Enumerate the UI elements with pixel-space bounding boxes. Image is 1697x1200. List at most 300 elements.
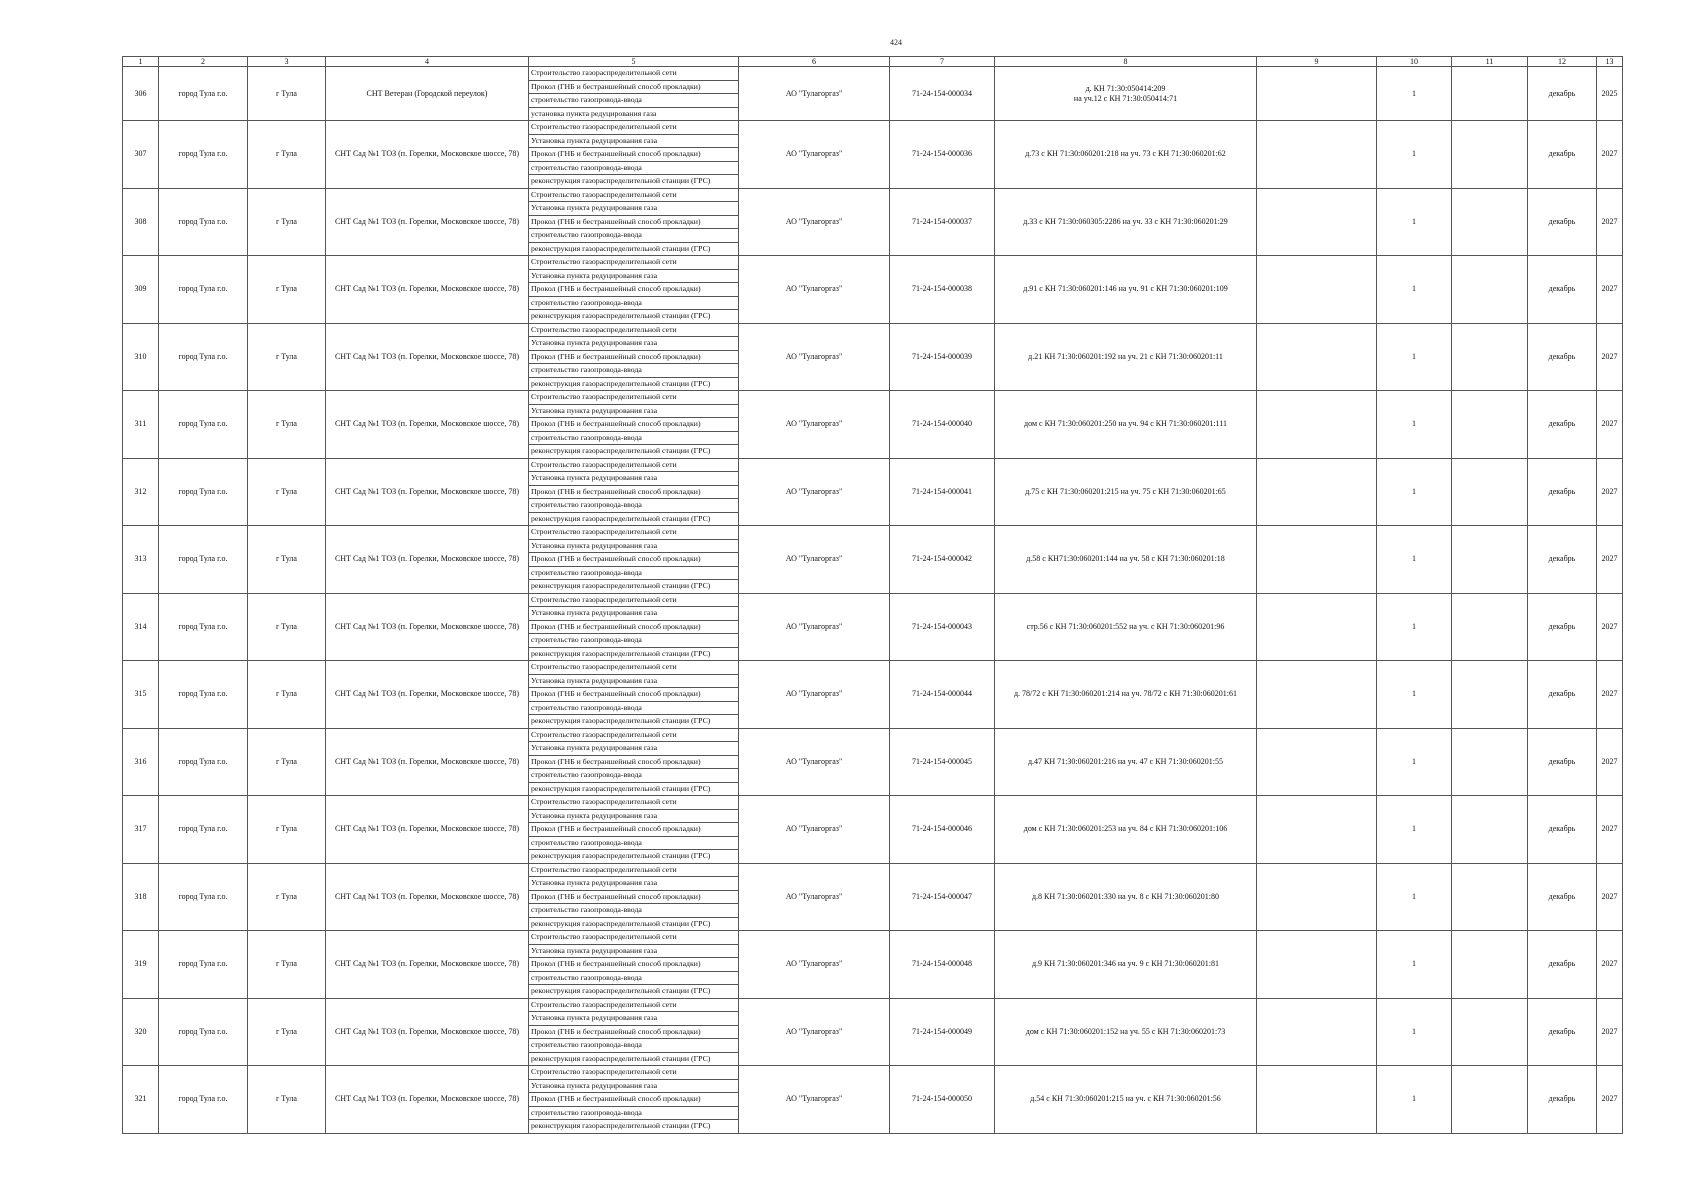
- quantity-cell: 1: [1377, 998, 1452, 1066]
- municipality-cell: город Тула г.о.: [159, 121, 248, 189]
- column-9-cell: [1257, 121, 1377, 189]
- work-item-cell: строительство газопровода-ввода: [529, 161, 739, 175]
- row-number-cell: 319: [123, 931, 159, 999]
- column-11-cell: [1452, 1066, 1528, 1134]
- code-cell: 71-24-154-000040: [890, 391, 995, 459]
- work-item-cell: Строительство газораспределительной сети: [529, 728, 739, 742]
- locality-cell: г Тула: [248, 728, 326, 796]
- organization-cell: АО "Тулагоргаз": [739, 863, 890, 931]
- object-cell: СНТ Сад №1 ТОЗ (п. Горелки, Московское шоссе, 78): [326, 323, 529, 391]
- quantity-cell: 1: [1377, 526, 1452, 594]
- year-cell: 2027: [1597, 323, 1623, 391]
- code-cell: 71-24-154-000047: [890, 863, 995, 931]
- municipality-cell: город Тула г.о.: [159, 323, 248, 391]
- table-row: [123, 323, 1623, 337]
- work-item-cell: строительство газопровода-ввода: [529, 701, 739, 715]
- work-item-cell: Прокол (ГНБ и бестраншейный способ прокладки): [529, 1025, 739, 1039]
- column-9-cell: [1257, 526, 1377, 594]
- month-cell: декабрь: [1528, 256, 1597, 324]
- work-item-cell: Строительство газораспределительной сети: [529, 121, 739, 135]
- work-item-cell: Установка пункта редуцирования газа: [529, 337, 739, 351]
- year-cell: 2027: [1597, 121, 1623, 189]
- organization-cell: АО "Тулагоргаз": [739, 121, 890, 189]
- column-number: 4: [326, 57, 529, 67]
- column-11-cell: [1452, 931, 1528, 999]
- organization-cell: АО "Тулагоргаз": [739, 998, 890, 1066]
- column-9-cell: [1257, 391, 1377, 459]
- column-number: 3: [248, 57, 326, 67]
- work-item-cell: Строительство газораспределительной сети: [529, 256, 739, 270]
- address-cell: д.58 с КН71:30:060201:144 на уч. 58 с КН 71:30:060201:18: [995, 526, 1257, 594]
- municipality-cell: город Тула г.о.: [159, 863, 248, 931]
- year-cell: 2027: [1597, 458, 1623, 526]
- work-item-cell: Прокол (ГНБ и бестраншейный способ прокладки): [529, 283, 739, 297]
- column-9-cell: [1257, 593, 1377, 661]
- work-item-cell: Строительство газораспределительной сети: [529, 863, 739, 877]
- column-11-cell: [1452, 391, 1528, 459]
- work-item-cell: Прокол (ГНБ и бестраншейный способ прокладки): [529, 823, 739, 837]
- work-item-cell: строительство газопровода-ввода: [529, 1039, 739, 1053]
- work-item-cell: Строительство газораспределительной сети: [529, 458, 739, 472]
- quantity-cell: 1: [1377, 728, 1452, 796]
- locality-cell: г Тула: [248, 67, 326, 121]
- address-cell: д.47 КН 71:30:060201:216 на уч. 47 с КН 71:30:060201:55: [995, 728, 1257, 796]
- column-number: 12: [1528, 57, 1597, 67]
- work-item-cell: Установка пункта редуцирования газа: [529, 404, 739, 418]
- row-number-cell: 306: [123, 67, 159, 121]
- work-item-cell: строительство газопровода-ввода: [529, 769, 739, 783]
- column-9-cell: [1257, 998, 1377, 1066]
- address-cell: д.21 КН 71:30:060201:192 на уч. 21 с КН 71:30:060201:11: [995, 323, 1257, 391]
- code-cell: 71-24-154-000050: [890, 1066, 995, 1134]
- organization-cell: АО "Тулагоргаз": [739, 391, 890, 459]
- table-row: [123, 121, 1623, 135]
- address-cell: д. 78/72 с КН 71:30:060201:214 на уч. 78/72 с КН 71:30:060201:61: [995, 661, 1257, 729]
- organization-cell: АО "Тулагоргаз": [739, 323, 890, 391]
- work-item-cell: Строительство газораспределительной сети: [529, 1066, 739, 1080]
- column-number: 9: [1257, 57, 1377, 67]
- code-cell: 71-24-154-000034: [890, 67, 995, 121]
- object-cell: СНТ Сад №1 ТОЗ (п. Горелки, Московское шоссе, 78): [326, 188, 529, 256]
- quantity-cell: 1: [1377, 593, 1452, 661]
- municipality-cell: город Тула г.о.: [159, 256, 248, 324]
- organization-cell: АО "Тулагоргаз": [739, 526, 890, 594]
- row-number-cell: 314: [123, 593, 159, 661]
- column-number: 13: [1597, 57, 1623, 67]
- locality-cell: г Тула: [248, 188, 326, 256]
- table-row: [123, 1066, 1623, 1080]
- column-9-cell: [1257, 458, 1377, 526]
- row-number-cell: 309: [123, 256, 159, 324]
- work-item-cell: реконструкция газораспределительной станции (ГРС): [529, 377, 739, 391]
- column-number: 11: [1452, 57, 1528, 67]
- municipality-cell: город Тула г.о.: [159, 67, 248, 121]
- work-item-cell: Строительство газораспределительной сети: [529, 391, 739, 405]
- column-9-cell: [1257, 728, 1377, 796]
- quantity-cell: 1: [1377, 67, 1452, 121]
- quantity-cell: 1: [1377, 121, 1452, 189]
- code-cell: 71-24-154-000039: [890, 323, 995, 391]
- object-cell: СНТ Сад №1 ТОЗ (п. Горелки, Московское шоссе, 78): [326, 256, 529, 324]
- locality-cell: г Тула: [248, 661, 326, 729]
- object-cell: СНТ Сад №1 ТОЗ (п. Горелки, Московское шоссе, 78): [326, 728, 529, 796]
- work-item-cell: Прокол (ГНБ и бестраншейный способ прокладки): [529, 215, 739, 229]
- code-cell: 71-24-154-000041: [890, 458, 995, 526]
- month-cell: декабрь: [1528, 188, 1597, 256]
- object-cell: СНТ Сад №1 ТОЗ (п. Горелки, Московское шоссе, 78): [326, 661, 529, 729]
- row-number-cell: 318: [123, 863, 159, 931]
- column-11-cell: [1452, 188, 1528, 256]
- work-item-cell: Установка пункта редуцирования газа: [529, 1012, 739, 1026]
- address-cell: д.75 с КН 71:30:060201:215 на уч. 75 с КН 71:30:060201:65: [995, 458, 1257, 526]
- year-cell: 2027: [1597, 661, 1623, 729]
- address-cell: д.8 КН 71:30:060201:330 на уч. 8 с КН 71:30:060201:80: [995, 863, 1257, 931]
- municipality-cell: город Тула г.о.: [159, 391, 248, 459]
- work-item-cell: Установка пункта редуцирования газа: [529, 944, 739, 958]
- row-number-cell: 311: [123, 391, 159, 459]
- work-item-cell: Установка пункта редуцирования газа: [529, 674, 739, 688]
- column-9-cell: [1257, 796, 1377, 864]
- work-item-cell: Строительство газораспределительной сети: [529, 931, 739, 945]
- table-row: [123, 728, 1623, 742]
- work-item-cell: установка пункта редуцирования газа: [529, 107, 739, 121]
- column-11-cell: [1452, 526, 1528, 594]
- column-number: 6: [739, 57, 890, 67]
- quantity-cell: 1: [1377, 796, 1452, 864]
- column-number: 8: [995, 57, 1257, 67]
- row-number-cell: 320: [123, 998, 159, 1066]
- organization-cell: АО "Тулагоргаз": [739, 256, 890, 324]
- work-item-cell: реконструкция газораспределительной станции (ГРС): [529, 850, 739, 864]
- work-item-cell: строительство газопровода-ввода: [529, 296, 739, 310]
- work-item-cell: Строительство газораспределительной сети: [529, 661, 739, 675]
- column-9-cell: [1257, 256, 1377, 324]
- organization-cell: АО "Тулагоргаз": [739, 593, 890, 661]
- work-item-cell: Установка пункта редуцирования газа: [529, 134, 739, 148]
- work-item-cell: строительство газопровода-ввода: [529, 566, 739, 580]
- column-11-cell: [1452, 998, 1528, 1066]
- column-number: 2: [159, 57, 248, 67]
- object-cell: СНТ Сад №1 ТОЗ (п. Горелки, Московское шоссе, 78): [326, 593, 529, 661]
- work-item-cell: Прокол (ГНБ и бестраншейный способ прокладки): [529, 553, 739, 567]
- table-row: [123, 391, 1623, 405]
- code-cell: 71-24-154-000046: [890, 796, 995, 864]
- table-row: [123, 931, 1623, 945]
- address-cell: дом с КН 71:30:060201:253 на уч. 84 с КН 71:30:060201:106: [995, 796, 1257, 864]
- work-item-cell: реконструкция газораспределительной станции (ГРС): [529, 175, 739, 189]
- year-cell: 2027: [1597, 998, 1623, 1066]
- row-number-cell: 316: [123, 728, 159, 796]
- object-cell: СНТ Ветеран (Городской переулок): [326, 67, 529, 121]
- work-item-cell: Установка пункта редуцирования газа: [529, 539, 739, 553]
- year-cell: 2027: [1597, 796, 1623, 864]
- address-cell: д.33 с КН 71:30:060305:2286 на уч. 33 с КН 71:30:060201:29: [995, 188, 1257, 256]
- municipality-cell: город Тула г.о.: [159, 661, 248, 729]
- row-number-cell: 312: [123, 458, 159, 526]
- row-number-cell: 310: [123, 323, 159, 391]
- month-cell: декабрь: [1528, 728, 1597, 796]
- municipality-cell: город Тула г.о.: [159, 526, 248, 594]
- locality-cell: г Тула: [248, 931, 326, 999]
- code-cell: 71-24-154-000048: [890, 931, 995, 999]
- organization-cell: АО "Тулагоргаз": [739, 458, 890, 526]
- quantity-cell: 1: [1377, 256, 1452, 324]
- work-item-cell: Прокол (ГНБ и бестраншейный способ прокладки): [529, 620, 739, 634]
- object-cell: СНТ Сад №1 ТОЗ (п. Горелки, Московское шоссе, 78): [326, 796, 529, 864]
- year-cell: 2027: [1597, 728, 1623, 796]
- quantity-cell: 1: [1377, 458, 1452, 526]
- work-item-cell: Прокол (ГНБ и бестраншейный способ прокладки): [529, 688, 739, 702]
- municipality-cell: город Тула г.о.: [159, 796, 248, 864]
- organization-cell: АО "Тулагоргаз": [739, 188, 890, 256]
- work-item-cell: строительство газопровода-ввода: [529, 836, 739, 850]
- locality-cell: г Тула: [248, 256, 326, 324]
- locality-cell: г Тула: [248, 458, 326, 526]
- organization-cell: АО "Тулагоргаз": [739, 728, 890, 796]
- municipality-cell: город Тула г.о.: [159, 593, 248, 661]
- work-item-cell: Строительство газораспределительной сети: [529, 323, 739, 337]
- object-cell: СНТ Сад №1 ТОЗ (п. Горелки, Московское шоссе, 78): [326, 121, 529, 189]
- code-cell: 71-24-154-000037: [890, 188, 995, 256]
- table-row: [123, 458, 1623, 472]
- municipality-cell: город Тула г.о.: [159, 1066, 248, 1134]
- work-item-cell: реконструкция газораспределительной станции (ГРС): [529, 917, 739, 931]
- quantity-cell: 1: [1377, 188, 1452, 256]
- code-cell: 71-24-154-000043: [890, 593, 995, 661]
- object-cell: СНТ Сад №1 ТОЗ (п. Горелки, Московское шоссе, 78): [326, 1066, 529, 1134]
- month-cell: декабрь: [1528, 121, 1597, 189]
- work-item-cell: строительство газопровода-ввода: [529, 499, 739, 513]
- work-item-cell: строительство газопровода-ввода: [529, 94, 739, 108]
- locality-cell: г Тула: [248, 391, 326, 459]
- code-cell: 71-24-154-000042: [890, 526, 995, 594]
- municipality-cell: город Тула г.о.: [159, 998, 248, 1066]
- work-item-cell: реконструкция газораспределительной станции (ГРС): [529, 580, 739, 594]
- page-number: 424: [890, 38, 902, 47]
- column-number-row: [123, 57, 1623, 67]
- work-item-cell: Строительство газораспределительной сети: [529, 796, 739, 810]
- code-cell: 71-24-154-000049: [890, 998, 995, 1066]
- quantity-cell: 1: [1377, 661, 1452, 729]
- organization-cell: АО "Тулагоргаз": [739, 661, 890, 729]
- year-cell: 2027: [1597, 863, 1623, 931]
- municipality-cell: город Тула г.о.: [159, 728, 248, 796]
- row-number-cell: 315: [123, 661, 159, 729]
- object-cell: СНТ Сад №1 ТОЗ (п. Горелки, Московское шоссе, 78): [326, 863, 529, 931]
- row-number-cell: 313: [123, 526, 159, 594]
- work-item-cell: Прокол (ГНБ и бестраншейный способ прокладки): [529, 418, 739, 432]
- register-table: [122, 56, 1623, 1134]
- locality-cell: г Тула: [248, 796, 326, 864]
- work-item-cell: Прокол (ГНБ и бестраншейный способ прокладки): [529, 350, 739, 364]
- column-number: 7: [890, 57, 995, 67]
- quantity-cell: 1: [1377, 391, 1452, 459]
- work-item-cell: реконструкция газораспределительной станции (ГРС): [529, 782, 739, 796]
- code-cell: 71-24-154-000045: [890, 728, 995, 796]
- object-cell: СНТ Сад №1 ТОЗ (п. Горелки, Московское шоссе, 78): [326, 526, 529, 594]
- address-cell: дом с КН 71:30:060201:152 на уч. 55 с КН 71:30:060201:73: [995, 998, 1257, 1066]
- month-cell: декабрь: [1528, 1066, 1597, 1134]
- column-11-cell: [1452, 67, 1528, 121]
- column-9-cell: [1257, 931, 1377, 999]
- address-cell: д.91 с КН 71:30:060201:146 на уч. 91 с КН 71:30:060201:109: [995, 256, 1257, 324]
- table-row: [123, 256, 1623, 270]
- work-item-cell: Строительство газораспределительной сети: [529, 526, 739, 540]
- object-cell: СНТ Сад №1 ТОЗ (п. Горелки, Московское шоссе, 78): [326, 931, 529, 999]
- work-item-cell: Прокол (ГНБ и бестраншейный способ прокладки): [529, 958, 739, 972]
- month-cell: декабрь: [1528, 863, 1597, 931]
- work-item-cell: Установка пункта редуцирования газа: [529, 742, 739, 756]
- work-item-cell: Строительство газораспределительной сети: [529, 188, 739, 202]
- municipality-cell: город Тула г.о.: [159, 458, 248, 526]
- locality-cell: г Тула: [248, 593, 326, 661]
- work-item-cell: Строительство газораспределительной сети: [529, 998, 739, 1012]
- column-11-cell: [1452, 121, 1528, 189]
- work-item-cell: Установка пункта редуцирования газа: [529, 202, 739, 216]
- table-row: [123, 188, 1623, 202]
- year-cell: 2027: [1597, 188, 1623, 256]
- quantity-cell: 1: [1377, 931, 1452, 999]
- column-number: 5: [529, 57, 739, 67]
- column-11-cell: [1452, 796, 1528, 864]
- table-row: [123, 796, 1623, 810]
- column-11-cell: [1452, 728, 1528, 796]
- address-cell: д.54 с КН 71:30:060201:215 на уч. с КН 71:30:060201:56: [995, 1066, 1257, 1134]
- address-cell: д.73 с КН 71:30:060201:218 на уч. 73 с КН 71:30:060201:62: [995, 121, 1257, 189]
- quantity-cell: 1: [1377, 863, 1452, 931]
- work-item-cell: реконструкция газораспределительной станции (ГРС): [529, 445, 739, 459]
- column-11-cell: [1452, 593, 1528, 661]
- locality-cell: г Тула: [248, 526, 326, 594]
- address-cell: д. КН 71:30:050414:209 на уч.12 с КН 71:30:050414:71: [995, 67, 1257, 121]
- object-cell: СНТ Сад №1 ТОЗ (п. Горелки, Московское шоссе, 78): [326, 458, 529, 526]
- row-number-cell: 307: [123, 121, 159, 189]
- work-item-cell: Установка пункта редуцирования газа: [529, 269, 739, 283]
- column-9-cell: [1257, 1066, 1377, 1134]
- work-item-cell: Строительство газораспределительной сети: [529, 593, 739, 607]
- locality-cell: г Тула: [248, 863, 326, 931]
- column-11-cell: [1452, 458, 1528, 526]
- month-cell: декабрь: [1528, 458, 1597, 526]
- organization-cell: АО "Тулагоргаз": [739, 931, 890, 999]
- work-item-cell: Установка пункта редуцирования газа: [529, 809, 739, 823]
- month-cell: декабрь: [1528, 931, 1597, 999]
- organization-cell: АО "Тулагоргаз": [739, 796, 890, 864]
- locality-cell: г Тула: [248, 121, 326, 189]
- work-item-cell: реконструкция газораспределительной станции (ГРС): [529, 1120, 739, 1134]
- work-item-cell: реконструкция газораспределительной станции (ГРС): [529, 647, 739, 661]
- work-item-cell: Прокол (ГНБ и бестраншейный способ прокладки): [529, 148, 739, 162]
- work-item-cell: строительство газопровода-ввода: [529, 904, 739, 918]
- month-cell: декабрь: [1528, 661, 1597, 729]
- month-cell: декабрь: [1528, 998, 1597, 1066]
- work-item-cell: строительство газопровода-ввода: [529, 1106, 739, 1120]
- column-11-cell: [1452, 661, 1528, 729]
- code-cell: 71-24-154-000044: [890, 661, 995, 729]
- year-cell: 2027: [1597, 593, 1623, 661]
- column-number: 10: [1377, 57, 1452, 67]
- code-cell: 71-24-154-000036: [890, 121, 995, 189]
- month-cell: декабрь: [1528, 526, 1597, 594]
- year-cell: 2027: [1597, 931, 1623, 999]
- column-11-cell: [1452, 323, 1528, 391]
- locality-cell: г Тула: [248, 323, 326, 391]
- address-cell: д.9 КН 71:30:060201:346 на уч. 9 с КН 71:30:060201:81: [995, 931, 1257, 999]
- column-9-cell: [1257, 188, 1377, 256]
- register-table-body: [123, 57, 1623, 1134]
- column-9-cell: [1257, 323, 1377, 391]
- column-9-cell: [1257, 67, 1377, 121]
- month-cell: декабрь: [1528, 593, 1597, 661]
- work-item-cell: реконструкция газораспределительной станции (ГРС): [529, 512, 739, 526]
- column-9-cell: [1257, 863, 1377, 931]
- work-item-cell: Установка пункта редуцирования газа: [529, 607, 739, 621]
- year-cell: 2027: [1597, 526, 1623, 594]
- locality-cell: г Тула: [248, 998, 326, 1066]
- work-item-cell: реконструкция газораспределительной станции (ГРС): [529, 242, 739, 256]
- month-cell: декабрь: [1528, 323, 1597, 391]
- work-item-cell: Установка пункта редуцирования газа: [529, 877, 739, 891]
- table-row: [123, 593, 1623, 607]
- organization-cell: АО "Тулагоргаз": [739, 1066, 890, 1134]
- work-item-cell: Прокол (ГНБ и бестраншейный способ прокладки): [529, 890, 739, 904]
- column-11-cell: [1452, 256, 1528, 324]
- object-cell: СНТ Сад №1 ТОЗ (п. Горелки, Московское шоссе, 78): [326, 998, 529, 1066]
- year-cell: 2027: [1597, 256, 1623, 324]
- work-item-cell: строительство газопровода-ввода: [529, 634, 739, 648]
- work-item-cell: реконструкция газораспределительной станции (ГРС): [529, 310, 739, 324]
- work-item-cell: реконструкция газораспределительной станции (ГРС): [529, 1052, 739, 1066]
- work-item-cell: Прокол (ГНБ и бестраншейный способ прокладки): [529, 1093, 739, 1107]
- column-9-cell: [1257, 661, 1377, 729]
- column-11-cell: [1452, 863, 1528, 931]
- row-number-cell: 308: [123, 188, 159, 256]
- object-cell: СНТ Сад №1 ТОЗ (п. Горелки, Московское шоссе, 78): [326, 391, 529, 459]
- year-cell: 2027: [1597, 391, 1623, 459]
- work-item-cell: Строительство газораспределительной сети: [529, 67, 739, 81]
- year-cell: 2027: [1597, 1066, 1623, 1134]
- work-item-cell: реконструкция газораспределительной станции (ГРС): [529, 985, 739, 999]
- work-item-cell: строительство газопровода-ввода: [529, 431, 739, 445]
- table-row: [123, 661, 1623, 675]
- address-cell: стр.56 с КН 71:30:060201:552 на уч. с КН 71:30:060201:96: [995, 593, 1257, 661]
- table-row: [123, 998, 1623, 1012]
- work-item-cell: Прокол (ГНБ и бестраншейный способ прокладки): [529, 485, 739, 499]
- municipality-cell: город Тула г.о.: [159, 188, 248, 256]
- quantity-cell: 1: [1377, 323, 1452, 391]
- work-item-cell: Прокол (ГНБ и бестраншейный способ прокладки): [529, 755, 739, 769]
- work-item-cell: строительство газопровода-ввода: [529, 229, 739, 243]
- work-item-cell: Прокол (ГНБ и бестраншейный способ прокладки): [529, 80, 739, 94]
- code-cell: 71-24-154-000038: [890, 256, 995, 324]
- work-item-cell: строительство газопровода-ввода: [529, 364, 739, 378]
- work-item-cell: Установка пункта редуцирования газа: [529, 1079, 739, 1093]
- month-cell: декабрь: [1528, 796, 1597, 864]
- quantity-cell: 1: [1377, 1066, 1452, 1134]
- year-cell: 2025: [1597, 67, 1623, 121]
- organization-cell: АО "Тулагоргаз": [739, 67, 890, 121]
- address-cell: дом с КН 71:30:060201:250 на уч. 94 с КН 71:30:060201:111: [995, 391, 1257, 459]
- locality-cell: г Тула: [248, 1066, 326, 1134]
- column-number: 1: [123, 57, 159, 67]
- month-cell: декабрь: [1528, 391, 1597, 459]
- table-row: [123, 526, 1623, 540]
- work-item-cell: Установка пункта редуцирования газа: [529, 472, 739, 486]
- table-row: [123, 67, 1623, 81]
- month-cell: декабрь: [1528, 67, 1597, 121]
- work-item-cell: реконструкция газораспределительной станции (ГРС): [529, 715, 739, 729]
- municipality-cell: город Тула г.о.: [159, 931, 248, 999]
